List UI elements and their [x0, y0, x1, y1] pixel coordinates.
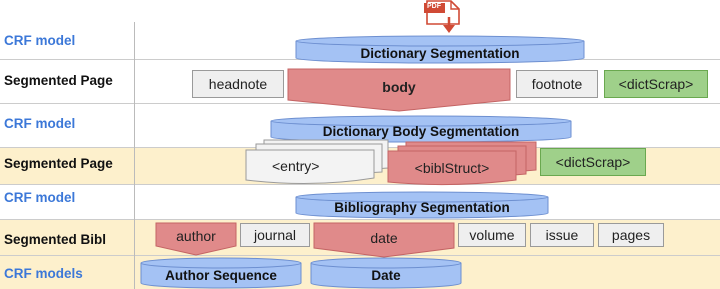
row-label-segmented-page-2: Segmented Page [4, 156, 113, 171]
entry-label: <entry> [272, 158, 320, 174]
biblstruct-label: <biblStruct> [414, 160, 490, 176]
body-label: body [382, 79, 416, 95]
pages-box: pages [598, 223, 664, 247]
row-label-crf-models: CRF models [4, 266, 83, 281]
headnote-box: headnote [192, 70, 284, 98]
pdf-icon-label: PDF [427, 3, 441, 10]
model-bibliography-segmentation: Bibliography Segmentation [334, 200, 510, 215]
date-label: date [370, 230, 398, 246]
model-dictionary-segmentation: Dictionary Segmentation [360, 45, 520, 61]
journal-box: journal [240, 223, 310, 247]
model-date: Date [371, 267, 401, 283]
author-label: author [176, 228, 216, 244]
model-author-sequence: Author Sequence [165, 267, 277, 283]
dictscrap-box-body: <dictScrap> [540, 148, 646, 176]
row-label-crf-model-1: CRF model [4, 33, 76, 48]
row-label-segmented-page-1: Segmented Page [4, 73, 113, 88]
model-dictionary-body-segmentation: Dictionary Body Segmentation [322, 123, 520, 139]
issue-box: issue [530, 223, 594, 247]
volume-box: volume [458, 223, 526, 247]
dictscrap-box-page: <dictScrap> [604, 70, 708, 98]
row-label-crf-model-3: CRF model [4, 190, 76, 205]
row-label-crf-model-2: CRF model [4, 116, 76, 131]
footnote-box: footnote [516, 70, 598, 98]
row-label-segmented-bibl: Segmented Bibl [4, 232, 107, 247]
